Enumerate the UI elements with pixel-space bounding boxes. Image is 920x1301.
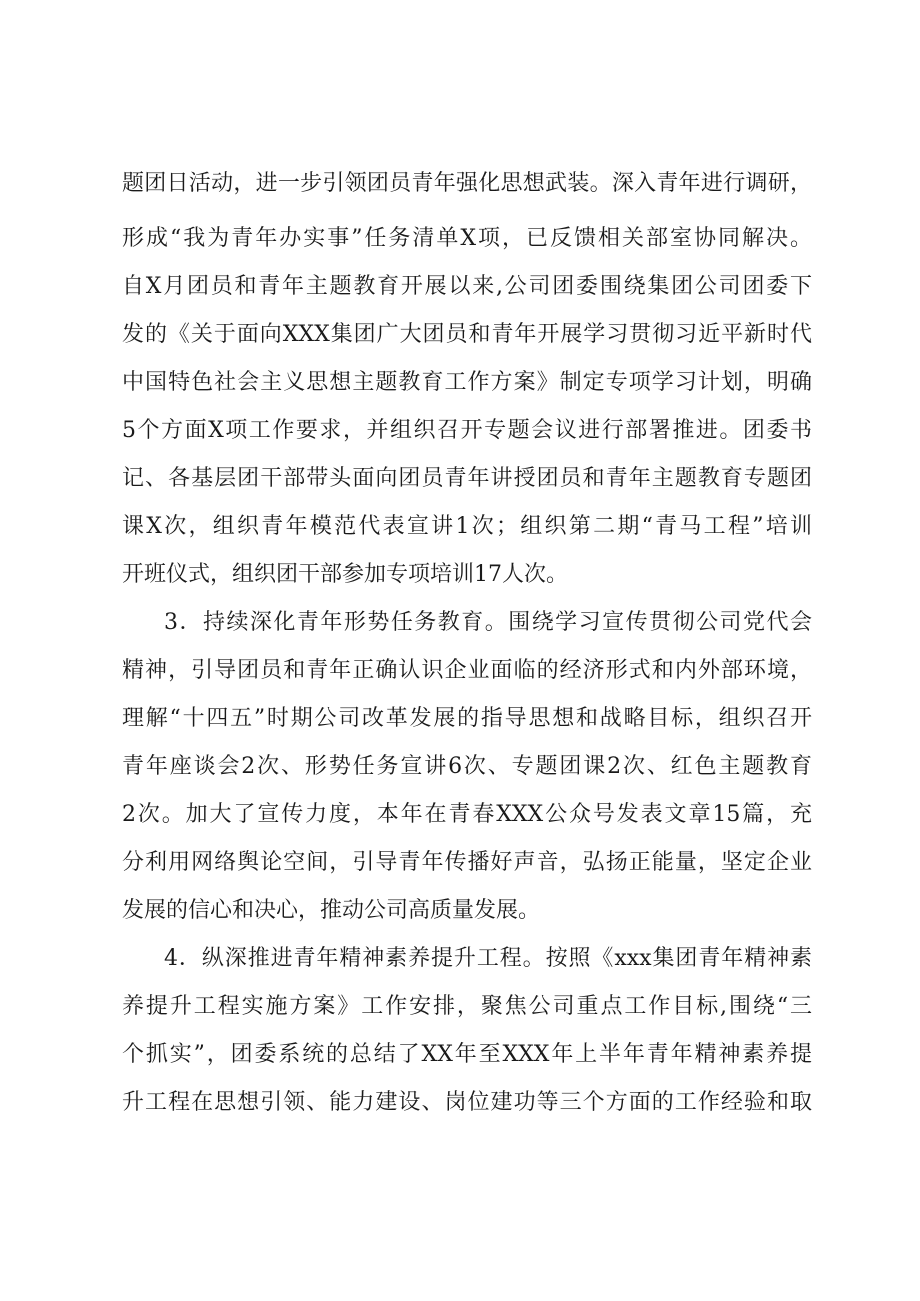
text-line: 精神，引导团员和青年正确认识企业面临的经济形式和内外部环境， (122, 658, 812, 683)
text-line: 5个方面X项工作要求，并组织召开专题会议进行部署推进。团委书 (122, 418, 812, 443)
text-line: 形成“我为青年办实事”任务清单X项，已反馈相关部室协同解决。 (122, 226, 812, 251)
text-line: 升工程在思想引领、能力建设、岗位建功等三个方面的工作经验和取 (122, 1090, 812, 1115)
text-line: 发的《关于面向XXX集团广大团员和青年开展学习贯彻习近平新时代 (122, 322, 812, 347)
text-line: 自X月团员和青年主题教育开展以来,公司团委围绕集团公司团委下 (122, 274, 812, 299)
text-line: 中国特色社会主义思想主题教育工作方案》制定专项学习计划，明确 (122, 370, 812, 395)
text-line: 2次。加大了宣传力度，本年在青春XXX公众号发表文章15篇，充 (122, 802, 812, 827)
text-line: 题团日活动，进一步引领团员青年强化思想武装。深入青年进行调研， (122, 171, 812, 196)
text-line: 发展的信心和决心，推动公司高质量发展。 (122, 898, 541, 923)
text-line: 个抓实”，团委系统的总结了XX年至XXX年上半年青年精神素养提 (122, 1042, 812, 1067)
text-line: 分利用网络舆论空间，引导青年传播好声音，弘扬正能量，坚定企业 (122, 850, 812, 875)
text-line: 养提升工程实施方案》工作安排，聚焦公司重点工作目标,围绕“三 (122, 994, 812, 1019)
paragraph-heading-4: 4．纵深推进青年精神素养提升工程。按照《xxx集团青年精神素 (164, 946, 812, 971)
text-line: 青年座谈会2次、形势任务宣讲6次、专题团课2次、红色主题教育 (122, 754, 812, 779)
text-line: 记、各基层团干部带头面向团员青年讲授团员和青年主题教育专题团 (122, 466, 812, 491)
text-line: 开班仪式，组织团干部参加专项培训17人次。 (122, 562, 568, 587)
paragraph-heading-3: 3．持续深化青年形势任务教育。围绕学习宣传贯彻公司党代会 (164, 610, 812, 635)
text-line: 理解“十四五”时期公司改革发展的指导思想和战略目标，组织召开 (122, 706, 812, 731)
text-line: 课X次，组织青年模范代表宣讲1次；组织第二期“青马工程”培训 (122, 514, 812, 539)
